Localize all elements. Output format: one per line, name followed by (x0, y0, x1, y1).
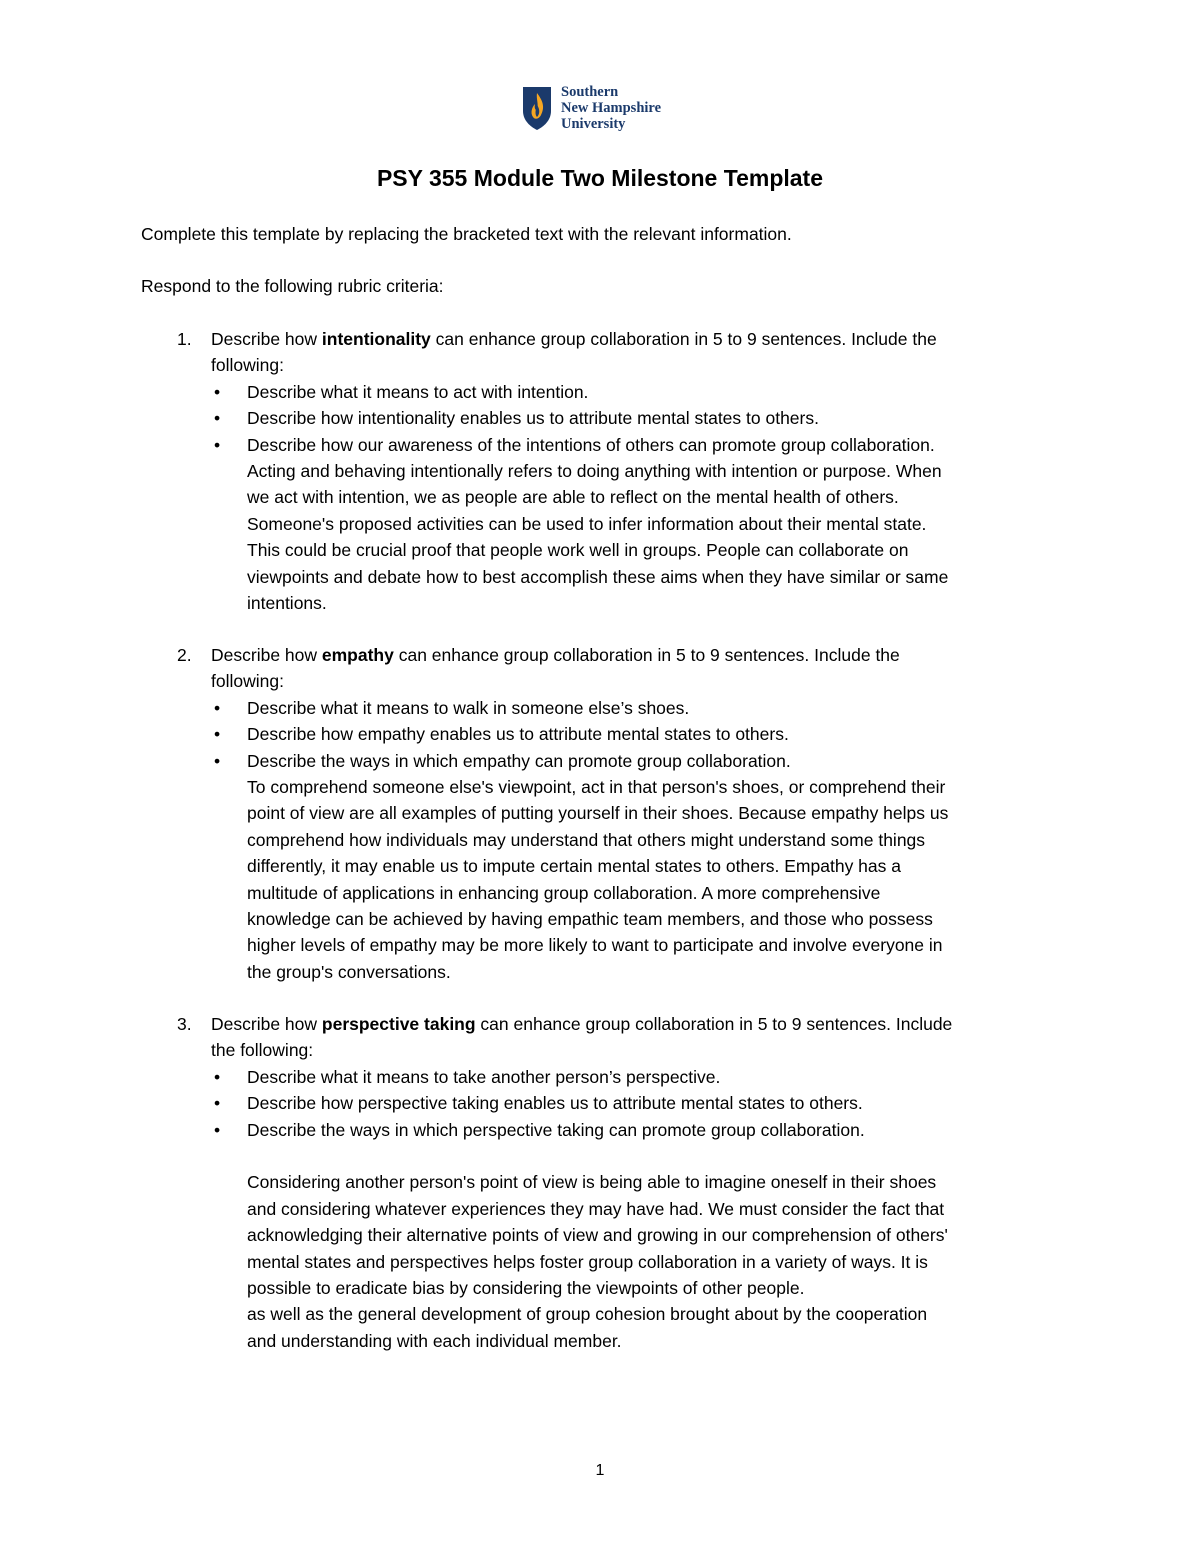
bullet-text: Describe how perspective taking enables us to attribute mental states to others. (247, 1093, 863, 1114)
answer-line: and considering whatever experiences they may have had. We must consider the fact that (247, 1198, 945, 1219)
question-3-number: 3. (177, 1014, 192, 1034)
bullet-icon: • (214, 381, 221, 402)
bullet-icon: • (214, 750, 221, 771)
logo-line-3: University (561, 116, 626, 132)
bullet-text: Describe how intentionality enables us to attribute mental states to others. (247, 408, 819, 429)
question-3-prompt-cont: the following: (211, 1040, 314, 1061)
page-number: 1 (595, 1462, 605, 1479)
answer-line: we act with intention, we as people are able to reflect on the mental health of others. (247, 487, 899, 508)
answer-line: Acting and behaving intentionally refers to doing anything with intention or purpose. When (247, 461, 942, 482)
bullet-text: Describe the ways in which empathy can promote group collaboration. (247, 750, 791, 771)
answer-line: This could be crucial proof that people work well in groups. People can collaborate on (247, 540, 909, 561)
answer-line: point of view are all examples of putting yourself in their shoes. Because empathy helps us (247, 803, 949, 824)
question-2-bullet (141, 695, 1071, 721)
question-1-number: 1. (177, 329, 192, 349)
answer-line: acknowledging their alternative points of view and growing in our comprehension of others' (247, 1225, 948, 1246)
question-1-pre: Describe how (211, 329, 322, 349)
bullet-icon: • (214, 408, 221, 429)
question-3 (141, 1011, 1071, 1354)
question-2-keyword: empathy (321, 645, 394, 665)
answer-line: differently, it may enable us to impute certain mental states to others. Empathy has a (247, 856, 901, 877)
logo-line-2: New Hampshire (561, 100, 662, 116)
bullet-icon: • (214, 1093, 221, 1114)
question-3-answer (141, 1169, 1071, 1354)
question-2-prompt (141, 642, 1071, 668)
question-3-keyword: perspective taking (321, 1014, 476, 1034)
answer-line: Considering another person's point of view is being able to imagine oneself in their shoes (247, 1172, 937, 1193)
question-1-bullet (141, 405, 1071, 431)
answer-line: the group's conversations. (247, 961, 451, 982)
question-2-bullet (141, 721, 1071, 747)
bullet-icon: • (214, 1119, 221, 1140)
question-2-number: 2. (177, 645, 192, 665)
answer-line: To comprehend someone else's viewpoint, act in that person's shoes, or comprehend their (247, 777, 946, 798)
question-1-prompt (141, 326, 1071, 352)
question-1 (141, 326, 1071, 616)
snhu-shield-icon (521, 85, 553, 131)
question-1-answer (141, 458, 1071, 616)
question-2-prompt-cont: following: (211, 671, 284, 692)
question-1-bullet (141, 379, 1071, 405)
bullet-text: Describe what it means to act with intention. (247, 381, 589, 402)
bullet-icon: • (214, 697, 221, 718)
answer-line: viewpoints and debate how to best accomplish these aims when they have similar or same (247, 566, 949, 587)
logo-wordmark (561, 84, 661, 132)
snhu-logo (521, 84, 661, 132)
answer-line: and understanding with each individual member. (247, 1330, 622, 1351)
question-3-bullet (141, 1064, 1071, 1090)
answer-line: knowledge can be achieved by having empathic team members, and those who possess (247, 909, 933, 930)
question-2 (141, 642, 1071, 985)
answer-line: intentions. (247, 593, 327, 614)
blank-line (141, 1143, 1071, 1169)
question-2-pre: Describe how (211, 645, 322, 665)
bullet-icon: • (214, 724, 221, 745)
question-2-bullet (141, 748, 1071, 774)
question-3-pre: Describe how (211, 1014, 322, 1034)
answer-line: possible to eradicate bias by considering the viewpoints of other people. (247, 1278, 805, 1299)
bullet-icon: • (214, 1066, 221, 1087)
answer-line: multitude of applications in enhancing group collaboration. A more comprehensive (247, 882, 881, 903)
bullet-text: Describe what it means to walk in someone else’s shoes. (247, 697, 690, 718)
question-2-answer (141, 774, 1071, 985)
bullet-text: Describe the ways in which perspective taking can promote group collaboration. (247, 1119, 865, 1140)
question-1-post: can enhance group collaboration in 5 to 9 sentences. Include the (430, 329, 937, 349)
question-3-bullet (141, 1090, 1071, 1116)
question-1-prompt-cont: following: (211, 355, 284, 376)
intro-text: Complete this template by replacing the bracketed text with the relevant information. (141, 224, 792, 244)
document-title: PSY 355 Module Two Milestone Template (376, 165, 824, 191)
question-1-bullet (141, 432, 1071, 458)
answer-line: higher levels of empathy may be more likely to want to participate and involve everyone in (247, 935, 943, 956)
question-2-post: can enhance group collaboration in 5 to 9 sentences. Include the (393, 645, 900, 665)
question-1-keyword: intentionality (321, 329, 431, 349)
answer-line: mental states and perspectives helps foster group collaboration in a variety of ways. It is (247, 1251, 928, 1272)
bullet-text: Describe how empathy enables us to attribute mental states to others. (247, 724, 789, 745)
bullet-text: Describe how our awareness of the intentions of others can promote group collaboration. (247, 434, 935, 455)
bullet-icon: • (214, 434, 221, 455)
answer-line: Someone's proposed activities can be used to infer information about their mental state. (247, 513, 927, 534)
question-3-prompt (141, 1011, 1071, 1037)
logo-line-1: Southern (561, 84, 619, 100)
answer-line: as well as the general development of group cohesion brought about by the cooperation (247, 1304, 928, 1325)
respond-text: Respond to the following rubric criteria: (141, 276, 444, 296)
answer-line: comprehend how individuals may understand that others might understand some things (247, 829, 926, 850)
question-3-bullet (141, 1117, 1071, 1143)
question-3-post: can enhance group collaboration in 5 to 9 sentences. Include (475, 1014, 953, 1034)
bullet-text: Describe what it means to take another person’s perspective. (247, 1066, 721, 1087)
